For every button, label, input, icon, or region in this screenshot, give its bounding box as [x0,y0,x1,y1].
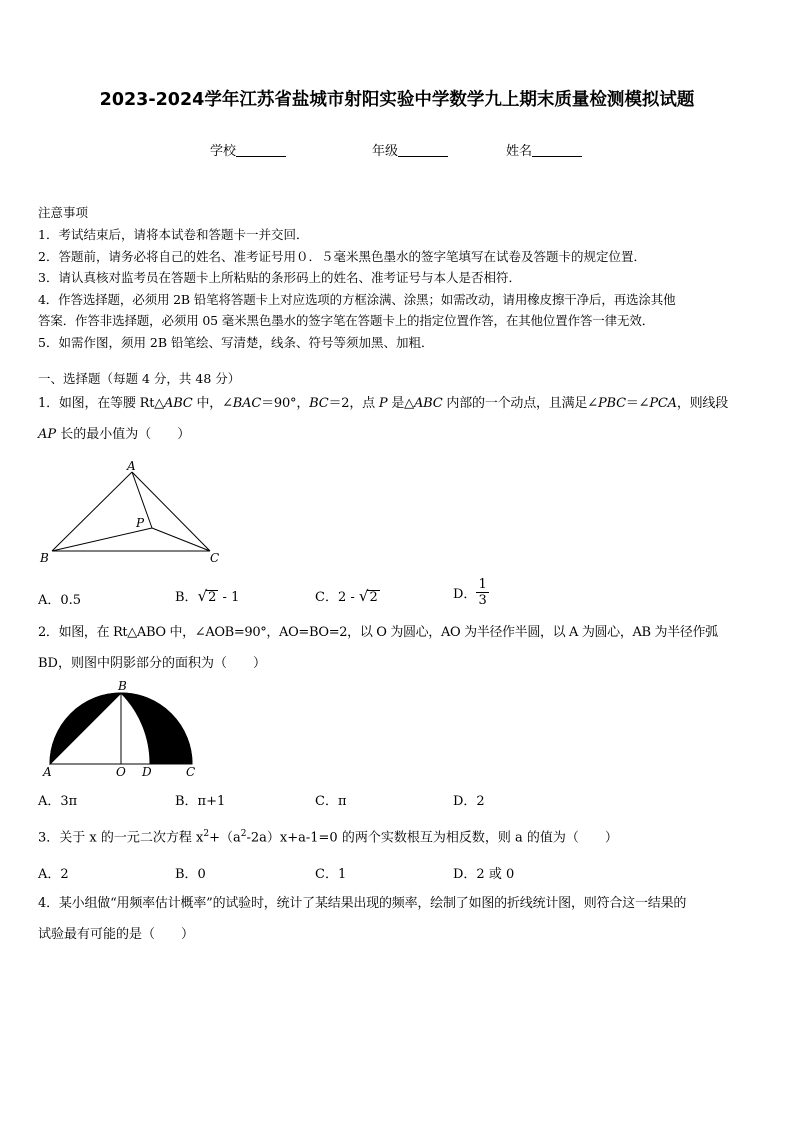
school-blank[interactable] [236,143,286,157]
q1-option-b[interactable]: B．√2 - 1 [175,587,240,605]
label-a: A [127,459,136,473]
grade-field[interactable] [372,140,448,159]
school-field[interactable] [210,140,286,159]
label-b: B [40,551,49,565]
grade-label: 年级 [372,144,399,159]
notice-item: 4．作答选择题，必须用 2B 铅笔将答题卡上对应选项的方框涂满、涂黑；如需改动，请用橡皮擦干净后，再选涂其他 [38,291,676,307]
q2-option-a[interactable]: A．3π [38,794,78,809]
q3-option-b[interactable]: B．0 [175,867,206,882]
name-label: 姓名 [506,144,533,159]
name-blank[interactable] [532,143,582,157]
q2-option-c[interactable]: C．π [315,794,347,809]
notice-heading: 注意事项 [38,205,89,220]
label-b: B [118,679,127,693]
label-a: A [43,765,52,778]
notice-item: 答案．作答非选择题，必须用 05 毫米黑色墨水的签字笔在答题卡上的指定位置作答，在其他位置作答一律无效． [38,313,655,328]
question-2: 2．如图，在 Rt△ABO 中，∠AOB=90°，AO=BO=2，以 O 为圆心，AO 为半径作半圆，以 A 为圆心，AB 为半径作弧 BD，则图中阴影部分的面积为（ ） [38,625,718,671]
grade-blank[interactable] [398,143,448,157]
q2-semicircle-figure [38,678,208,778]
notice-item: 2．答题前，请务必将自己的姓名、准考证号用０．５毫米黑色墨水的签字笔填写在试卷及答题卡的规定位置． [38,248,646,264]
label-p: P [136,516,145,530]
q3-option-c[interactable]: C．1 [315,867,347,882]
q1-option-a[interactable]: A．0.5 [38,593,82,608]
q3-option-a[interactable]: A．2 [38,867,69,882]
q1-triangle-figure [30,458,230,570]
label-c: C [186,765,196,778]
question-4: 4．某小组做“用频率估计概率”的试验时，统计了某结果出现的频率，绘制了如图的折线统计图，则符合这一结果的 试验最有可能的是（ ） [38,896,687,942]
q2-option-b[interactable]: B．π+1 [175,794,226,809]
label-c: C [210,551,220,565]
question-1: 1．如图，在等腰 Rt△ABC 中，∠BAC＝90°，BC＝2，点 P 是△ABC 内部的一个动点，且满足∠PBC＝∠PCA，则线段 AP 长的最小值为（ ） [38,396,729,442]
q2-option-d[interactable]: D．2 [453,794,485,809]
notice-list [38,224,760,353]
page-title: 2023-2024学年江苏省盐城市射阳实验中学数学九上期末质量检测模拟试题 [99,90,695,110]
notice-item: 3．请认真核对监考员在答题卡上所粘贴的条形码上的姓名、准考证号与本人是否相符． [38,270,521,285]
q3-option-d[interactable]: D．2 或 0 [453,867,515,882]
question-3: 3．关于 x 的一元二次方程 $x^2+(a^2-2a)x+a-1=0$ 的两个实数根互为相反数，则 a 的值为（ ） [38,829,618,846]
notice-item: 5．如需作图，须用 2B 铅笔绘、写清楚，线条、符号等须加黑、加粗． [38,334,434,350]
label-o: O [116,765,126,778]
section-heading: 一、选择题（每题 4 分，共 48 分） [38,371,241,386]
name-field[interactable] [506,140,582,159]
school-label: 学校 [210,144,237,159]
label-d: D [142,765,152,778]
q1-option-c[interactable]: C．2 - √2 [315,587,378,605]
q1-option-d[interactable]: D． $\frac{1}{3}$ [453,577,487,608]
notice-item: 1．考试结束后，请将本试卷和答题卡一并交回． [38,227,309,242]
